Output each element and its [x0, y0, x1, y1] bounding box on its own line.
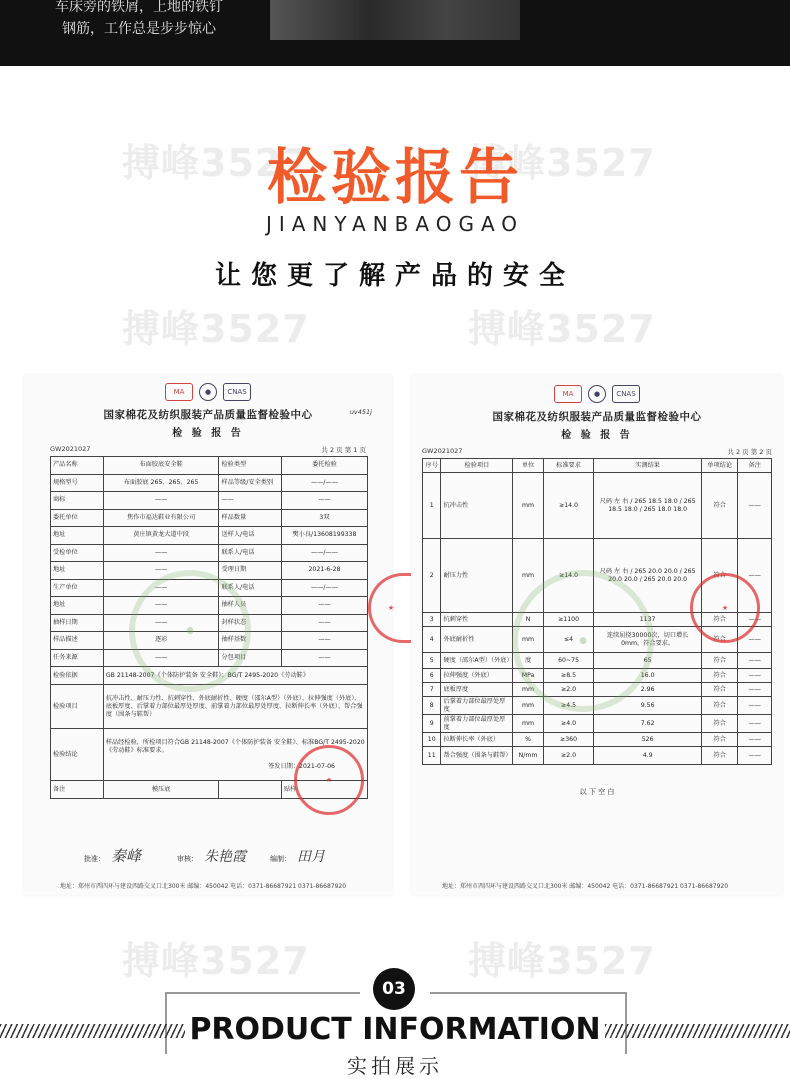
- ilac-logo: ●: [588, 385, 606, 403]
- item-conclusion: 符合: [701, 653, 738, 669]
- measured-result: 7.62: [594, 715, 701, 733]
- requirement: ≥2.0: [543, 683, 594, 697]
- cma-logo: MA: [554, 385, 582, 403]
- test-item: 帮合强度（围条与鞋帮）: [441, 747, 513, 765]
- column-header: 单位: [513, 459, 543, 473]
- unit: mm: [513, 473, 543, 539]
- field-label: 抽样人员: [219, 597, 281, 615]
- unit: mm: [513, 715, 543, 733]
- row-number: 6: [423, 669, 441, 683]
- field-value: 2021-6-28: [281, 562, 367, 580]
- unit: N/mm: [513, 747, 543, 765]
- field-label: 分包项目: [219, 649, 281, 667]
- field-value: ——: [281, 597, 367, 615]
- remark-label: 备注: [51, 781, 104, 799]
- column-header: 检验项目: [441, 459, 513, 473]
- report-title: 检 验 报 告: [172, 428, 244, 439]
- field-label: 样品数量: [219, 509, 281, 527]
- item-conclusion: 符合: [701, 627, 738, 653]
- org-name: 国家棉花及纺织服装产品质量监督检验中心: [103, 409, 313, 421]
- unit: mm: [513, 697, 543, 715]
- unit: 度: [513, 653, 543, 669]
- table-row: [51, 544, 368, 562]
- row-number: 11: [423, 747, 441, 765]
- watermark: 搏峰3527: [468, 141, 656, 185]
- table-row: [423, 733, 772, 747]
- top-banner-line: 钢筋，工作总是步步惊心: [62, 21, 216, 37]
- unit: N: [513, 613, 543, 627]
- field-value: 逐彩: [103, 632, 219, 650]
- field-value: 樊小良/13608199338: [281, 527, 367, 545]
- compile-label: 编制：: [270, 855, 291, 863]
- field-label: 受理日期: [219, 562, 281, 580]
- field-value: ——: [281, 632, 367, 650]
- field-value: ——/——: [281, 474, 367, 492]
- field-label: 地址: [51, 527, 104, 545]
- ilac-logo: ●: [199, 383, 217, 401]
- remark: ——: [738, 683, 772, 697]
- conclusion-label: 检验结论: [51, 729, 104, 781]
- field-value: ——: [281, 649, 367, 667]
- requirement: ≥14.0: [543, 539, 594, 613]
- report-page-1: [24, 375, 395, 895]
- item-conclusion: 符合: [701, 747, 738, 765]
- row-number: 8: [423, 697, 441, 715]
- field-value: 黄庄镇黄龙大道中段: [103, 527, 219, 545]
- unit: MPa: [513, 669, 543, 683]
- test-item: 拉断伸长率（外底）: [441, 733, 513, 747]
- unit: %: [513, 733, 543, 747]
- unit: mm: [513, 627, 543, 653]
- cnas-logo: CNAS: [223, 383, 251, 401]
- field-label: 样品描述: [51, 632, 104, 650]
- field-value: ——/——: [281, 579, 367, 597]
- field-label: 送样人/电话: [219, 527, 281, 545]
- green-seal-stamp: ●: [129, 570, 251, 692]
- column-header: 备注: [738, 459, 772, 473]
- field-value: ——: [103, 614, 219, 632]
- requirement: ≥14.0: [543, 473, 594, 539]
- column-header: 单项结论: [701, 459, 738, 473]
- row-number: 10: [423, 733, 441, 747]
- report-title: 检 验 报 告: [561, 430, 633, 441]
- signatures: [84, 845, 325, 866]
- field-label: 抽样基数: [219, 632, 281, 650]
- measured-result: 16.0: [594, 669, 701, 683]
- measured-result: 4.9: [594, 747, 701, 765]
- watermark: 搏峰3527: [122, 939, 310, 983]
- field-value: ——: [103, 544, 219, 562]
- report-number: GW2021027: [50, 445, 91, 453]
- page-info: 共 2 页 第 1 页: [321, 446, 366, 454]
- table-row: [51, 527, 368, 545]
- requirement: ≥8.5: [543, 669, 594, 683]
- item-conclusion: 符合: [701, 697, 738, 715]
- compile-signature: 田月: [297, 849, 325, 865]
- row-number: 4: [423, 627, 441, 653]
- seal-label: 贴样: [281, 781, 367, 799]
- report-number: GW2021027: [422, 447, 463, 455]
- field-label: 产品名称: [51, 457, 104, 475]
- test-item: 抗刺穿性: [441, 613, 513, 627]
- items-value: 抗冲击性、耐压力性、抗刺穿性、外底耐折性、硬度（邵尔A型）（外底）、拉伸强度（外底）、底板厚度、后掌着力部位最厚处厚度、前掌着力部位最厚处厚度、拉断伸长率（外底）、帮合强度（围条与鞋帮）: [103, 685, 367, 729]
- row-number: 1: [423, 473, 441, 539]
- watermark: 搏峰3527: [122, 307, 310, 351]
- table-row: [423, 473, 772, 539]
- slogan: 让您更了解产品的安全: [214, 261, 575, 291]
- field-label: 检验类型: [219, 457, 281, 475]
- remark-value: 模压底: [103, 781, 219, 799]
- test-item: 后掌着力部位最厚处厚度: [441, 697, 513, 715]
- org-name: 国家棉花及纺织服装产品质量监督检验中心: [492, 411, 702, 423]
- remark: ——: [738, 715, 772, 733]
- field-label: 联系人/电话: [219, 579, 281, 597]
- green-seal-stamp: ●: [512, 570, 654, 712]
- field-label: 样品等级/安全类别: [219, 474, 281, 492]
- item-conclusion: 符合: [701, 473, 738, 539]
- item-conclusion: 符合: [701, 539, 738, 613]
- field-value: ——: [103, 562, 219, 580]
- red-seal-stamp: ★: [294, 745, 364, 815]
- measured-result: 1137: [594, 613, 701, 627]
- red-seal-stamp-partial: ★: [368, 573, 411, 643]
- red-seal-stamp: ★: [690, 573, 760, 643]
- row-number: 2: [423, 539, 441, 613]
- measured-result: 尺码 左 右 / 265 18.5 18.0 / 265 18.5 18.0 / 265 18.0 18.0: [594, 473, 701, 539]
- field-label: 生产单位: [51, 579, 104, 597]
- report-footer: 地址：郑州市西四环与建设西路交叉口北300米 邮编：450042 电话：0371-86687921 0371-86687920: [60, 883, 347, 890]
- remark-empty: [219, 781, 281, 799]
- cnas-logo: CNAS: [612, 385, 640, 403]
- field-value: ——: [103, 649, 219, 667]
- section-title: PRODUCT INFORMATION: [189, 1012, 601, 1047]
- table-row: [423, 715, 772, 733]
- field-label: 地址: [51, 597, 104, 615]
- remark: ——: [738, 653, 772, 669]
- page-title: 检验报告: [267, 143, 523, 213]
- section-number-badge: 03: [373, 968, 415, 1010]
- column-header: 标准要求: [543, 459, 594, 473]
- table-row: [423, 747, 772, 765]
- column-header: 实测结果: [594, 459, 701, 473]
- item-conclusion: 符合: [701, 715, 738, 733]
- review-label: 审核：: [177, 855, 198, 863]
- top-banner: [0, 0, 790, 66]
- field-label: 规格型号: [51, 474, 104, 492]
- remark: ——: [738, 669, 772, 683]
- table-row: [51, 474, 368, 492]
- test-item: 外底耐折性: [441, 627, 513, 653]
- field-value: ——: [281, 614, 367, 632]
- blank-note: 以 下 空 白: [579, 788, 615, 796]
- review-signature: 朱艳霞: [204, 849, 246, 865]
- row-number: 5: [423, 653, 441, 669]
- field-label: 联系人/电话: [219, 544, 281, 562]
- field-value: ——/——: [281, 544, 367, 562]
- approve-signature: 秦峰: [111, 847, 142, 865]
- measured-result: 65: [594, 653, 701, 669]
- requirement: ≥360: [543, 733, 594, 747]
- field-label: 委托单位: [51, 509, 104, 527]
- remark: ——: [738, 733, 772, 747]
- handwritten-number: uv451j: [349, 408, 372, 416]
- remark: ——: [738, 627, 772, 653]
- watermark: 搏峰3527: [468, 939, 656, 983]
- watermark: 搏峰3527: [122, 141, 310, 185]
- test-item: 耐压力性: [441, 539, 513, 613]
- requirement: ≥4.5: [543, 697, 594, 715]
- conclusion-text: 样品经检验，所检项目符合GB 21148-2007《个体防护装备 安全鞋》、标准BG/T 2495-2020《劳动鞋》标准要求。: [105, 738, 365, 754]
- item-conclusion: 符合: [701, 613, 738, 627]
- column-header: 序号: [423, 459, 441, 473]
- issue-date: 签发日期：2021-07-06: [268, 762, 335, 770]
- cma-logo: MA: [165, 383, 193, 401]
- item-conclusion: 符合: [701, 683, 738, 697]
- remark: ——: [738, 473, 772, 539]
- row-number: 3: [423, 613, 441, 627]
- row-number: 7: [423, 683, 441, 697]
- field-value: ——: [103, 492, 219, 510]
- table-row: [51, 509, 368, 527]
- remark: ——: [738, 539, 772, 613]
- field-value: 3双: [281, 509, 367, 527]
- top-banner-photo: [270, 0, 520, 40]
- items-label: 检验项目: [51, 685, 104, 729]
- approve-label: 批准：: [84, 855, 105, 863]
- remark: ——: [738, 697, 772, 715]
- cert-logos: [24, 383, 392, 401]
- test-item: 前掌着力部位最厚处厚度: [441, 715, 513, 733]
- field-label: ——: [219, 492, 281, 510]
- test-item: 拉伸强度（外底）: [441, 669, 513, 683]
- measured-result: 2.96: [594, 683, 701, 697]
- requirement: ≥1100: [543, 613, 594, 627]
- measured-result: 9.56: [594, 697, 701, 715]
- field-label: 商标: [51, 492, 104, 510]
- requirement: ≥4.0: [543, 715, 594, 733]
- remark: ——: [738, 613, 772, 627]
- table-row: [51, 492, 368, 510]
- field-value: 布面胶底 265、265、265: [103, 474, 219, 492]
- measured-result: 526: [594, 733, 701, 747]
- test-item: 抗冲击性: [441, 473, 513, 539]
- requirement: 60~75: [543, 653, 594, 669]
- requirement: ≥2.0: [543, 747, 594, 765]
- field-value: ——: [281, 492, 367, 510]
- field-value: 布面胶底安全鞋: [103, 457, 219, 475]
- basis-label: 检验依据: [51, 667, 104, 685]
- requirement: ≤4: [543, 627, 594, 653]
- row-number: 9: [423, 715, 441, 733]
- field-label: 封样状态: [219, 614, 281, 632]
- field-value: ——: [103, 597, 219, 615]
- field-label: 受检单位: [51, 544, 104, 562]
- basis-value: GB 21148-2007《个体防护装备 安全鞋》；BG/T 2495-2020《劳动鞋》: [103, 667, 367, 685]
- measured-result: 尺码 左 右 / 265 20.0 20.0 / 265 20.0 20.0 / 265 20.0 20.0: [594, 539, 701, 613]
- test-item: 底板厚度: [441, 683, 513, 697]
- test-item: 硬度（邵尔A型）（外底）: [441, 653, 513, 669]
- cert-logos: [412, 385, 782, 403]
- field-label: 抽样日期: [51, 614, 104, 632]
- top-banner-line: 车床旁的铁屑，上地的铁钉: [55, 0, 223, 15]
- page-subtitle: JIANYANBAOGAO: [265, 212, 525, 236]
- unit: mm: [513, 539, 543, 613]
- field-value: 委托检验: [281, 457, 367, 475]
- item-conclusion: 符合: [701, 669, 738, 683]
- report-page-2: [412, 375, 782, 895]
- unit: mm: [513, 683, 543, 697]
- section-subtitle: 实拍展示: [347, 1054, 443, 1078]
- watermark: 搏峰3527: [468, 307, 656, 351]
- field-label: 地址: [51, 562, 104, 580]
- field-value: ——: [103, 579, 219, 597]
- item-conclusion: 符合: [701, 733, 738, 747]
- measured-result: 连续屈挠30000次，切口增长0mm，符合要求。: [594, 627, 701, 653]
- top-banner-text: [34, 0, 244, 40]
- field-label: 任务来源: [51, 649, 104, 667]
- remark: ——: [738, 747, 772, 765]
- report-footer: 地址：郑州市西四环与建设西路交叉口北300米 邮编：450042 电话：0371-86687921 0371-86687920: [442, 883, 729, 890]
- table-row: [51, 457, 368, 475]
- page-info: 共 2 页 第 2 页: [727, 448, 772, 456]
- field-value: 焦作市福达鞋业有限公司: [103, 509, 219, 527]
